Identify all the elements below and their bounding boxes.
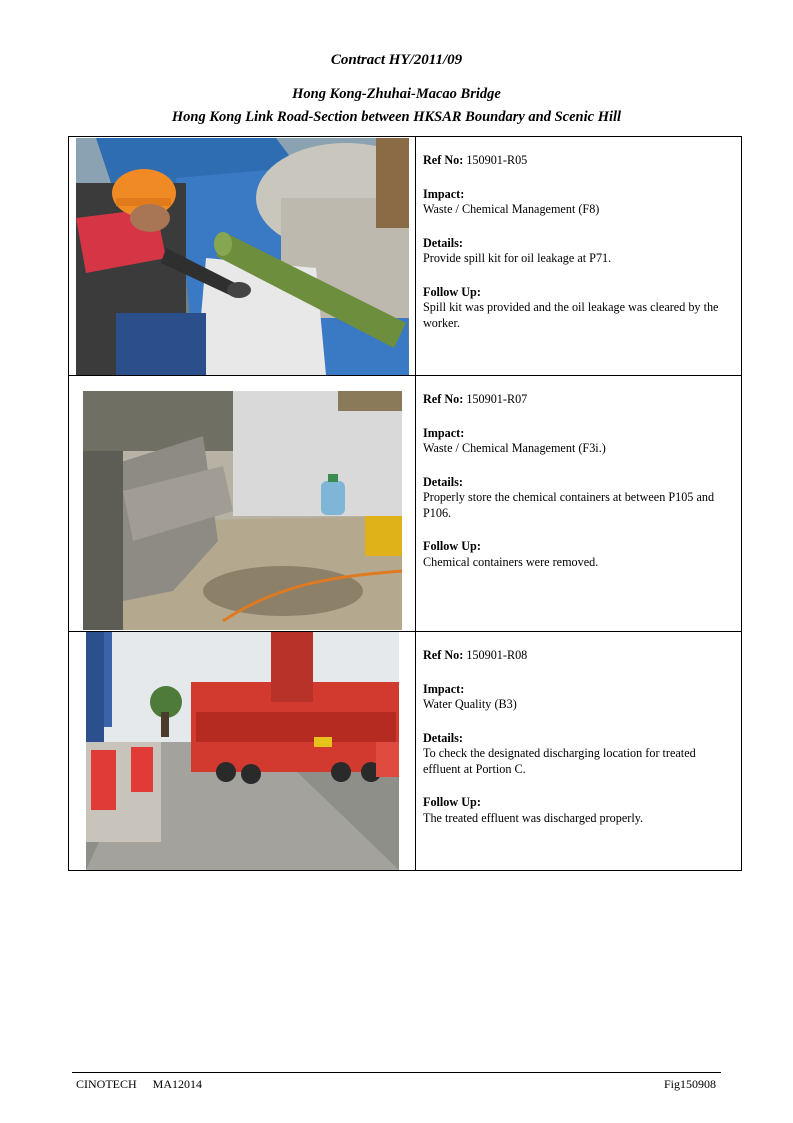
site-photo-treated-effluent xyxy=(86,632,399,870)
table-row xyxy=(69,137,742,376)
footer-figure-number: Fig150908 xyxy=(663,1077,716,1091)
footer-divider xyxy=(72,1072,721,1073)
details-label: Details: xyxy=(423,235,463,250)
details-value: To check the designated discharging location for treated effluent at Portion C. xyxy=(423,746,696,776)
follow-up-label: Follow Up: xyxy=(423,795,481,809)
follow-up-value: Chemical containers were removed. xyxy=(423,554,599,569)
impact-value: Waste / Chemical Management (F8) xyxy=(423,202,600,216)
ref-no-value: 150901-R05 xyxy=(466,153,528,167)
project-title: Hong Kong-Zhuhai-Macao Bridge xyxy=(292,86,501,102)
site-photo-chemical-containers xyxy=(83,391,402,630)
photo-cell xyxy=(69,632,416,871)
follow-up-value: Spill kit was provided and the oil leakage was cleared by the worker. xyxy=(423,300,719,330)
table-row xyxy=(69,376,742,632)
records-table xyxy=(68,136,742,871)
details-label: Details: xyxy=(423,474,463,489)
ref-no-label: Ref No: xyxy=(423,648,464,662)
ref-no-value: 150901-R08 xyxy=(466,648,528,662)
photo-chemical-containers-illustration xyxy=(83,391,402,630)
ref-no-label: Ref No: xyxy=(423,153,464,167)
details-label: Details: xyxy=(423,730,463,745)
details-value: Properly store the chemical containers at between P105 and P106. xyxy=(423,490,715,520)
table-row xyxy=(69,632,742,871)
impact-label: Impact: xyxy=(423,425,465,440)
record-text-cell xyxy=(416,632,742,871)
impact-label: Impact: xyxy=(423,186,465,201)
footer-company: CINOTECH xyxy=(76,1077,137,1091)
photo-spill-kit-illustration xyxy=(76,138,409,375)
follow-up-label: Follow Up: xyxy=(423,539,481,553)
record-text-cell xyxy=(416,137,742,376)
ref-no-value: 150901-R07 xyxy=(466,392,528,406)
photo-cell xyxy=(69,376,416,632)
follow-up-label: Follow Up: xyxy=(423,284,481,299)
footer-left xyxy=(76,1077,218,1092)
photo-cell xyxy=(69,137,416,376)
section-title: Hong Kong Link Road-Section between HKSAR Boundary and Scenic Hill xyxy=(171,109,622,125)
follow-up-value: The treated effluent was discharged properly. xyxy=(423,810,644,825)
footer-code: MA12014 xyxy=(152,1077,203,1091)
impact-value: Waste / Chemical Management (F3i.) xyxy=(423,441,606,455)
site-photo-spill-kit xyxy=(76,138,409,375)
impact-label: Impact: xyxy=(423,681,465,696)
details-value: Provide spill kit for oil leakage at P71. xyxy=(423,251,612,265)
record-text-cell xyxy=(416,376,742,632)
impact-value: Water Quality (B3) xyxy=(423,697,517,711)
photo-treated-effluent-illustration xyxy=(86,632,399,870)
ref-no-label: Ref No: xyxy=(423,392,464,406)
contract-title: Contract HY/2011/09 xyxy=(330,52,463,68)
